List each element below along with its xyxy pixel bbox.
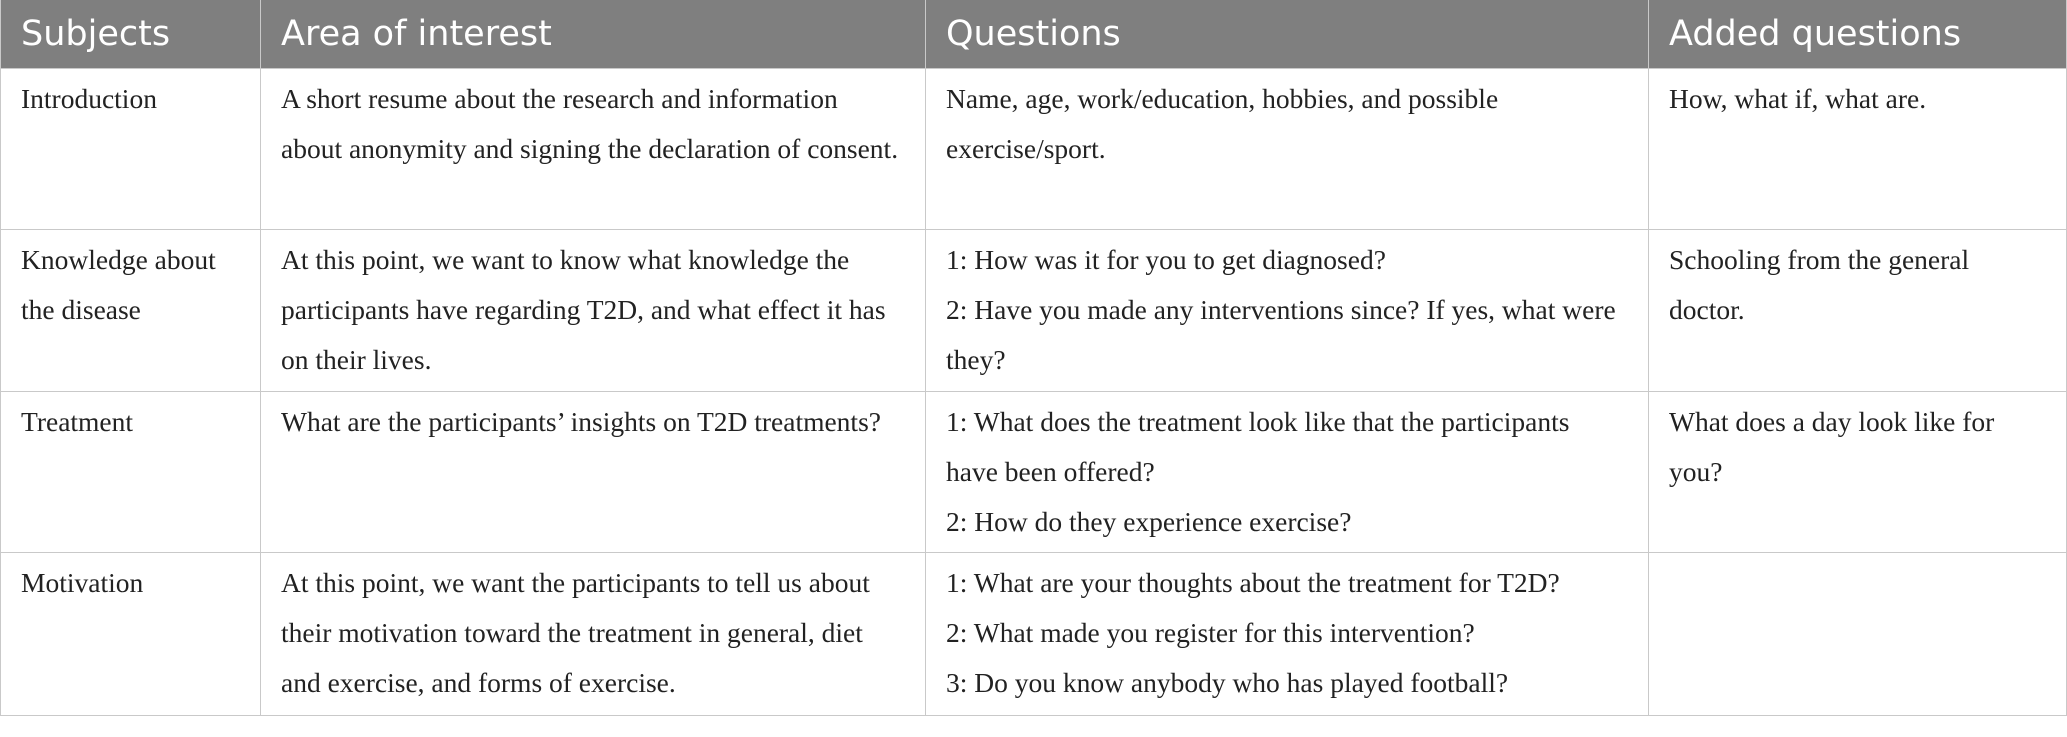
header-area-of-interest: Area of interest <box>261 0 926 68</box>
question-item: 1: What does the treatment look like that the participants have been offered? <box>946 405 1570 487</box>
cell-subject: Motivation <box>1 552 261 715</box>
cell-added-questions <box>1649 552 2067 715</box>
question-item: 2: Have you made any interventions since? If yes, what were they? <box>946 293 1616 375</box>
cell-subject: Treatment <box>1 391 261 552</box>
question-item: 3: Do you know anybody who has played football? <box>946 666 1509 698</box>
cell-questions <box>926 391 1649 552</box>
cell-area-of-interest: At this point, we want to know what knowledge the participants have regarding T2D, and what effect it has on their lives. <box>261 229 926 391</box>
cell-added-questions: What does a day look like for you? <box>1649 391 2067 552</box>
cell-added-questions: How, what if, what are. <box>1649 68 2067 229</box>
table-row <box>1 68 2067 229</box>
cell-added-questions: Schooling from the general doctor. <box>1649 229 2067 391</box>
cell-area-of-interest: At this point, we want the participants to tell us about their motivation toward the treatment in general, diet and exercise, and forms of exercise. <box>261 552 926 715</box>
question-item: 1: How was it for you to get diagnosed? <box>946 243 1386 275</box>
question-item: 2: How do they experience exercise? <box>946 505 1352 537</box>
table-row <box>1 552 2067 715</box>
header-questions: Questions <box>926 0 1649 68</box>
cell-area-of-interest: What are the participants’ insights on T2D treatments? <box>261 391 926 552</box>
header-added-questions: Added questions <box>1649 0 2067 68</box>
table-header-row <box>1 0 2067 68</box>
table-row <box>1 229 2067 391</box>
table-row <box>1 391 2067 552</box>
cell-questions <box>926 552 1649 715</box>
question-item: 2: What made you register for this intervention? <box>946 616 1475 648</box>
cell-questions <box>926 68 1649 229</box>
cell-questions <box>926 229 1649 391</box>
header-subjects: Subjects <box>1 0 261 68</box>
cell-subject: Knowledge about the disease <box>1 229 261 391</box>
cell-subject: Introduction <box>1 68 261 229</box>
cell-area-of-interest: A short resume about the research and information about anonymity and signing the declaration of consent. <box>261 68 926 229</box>
question-item: 1: What are your thoughts about the treatment for T2D? <box>946 566 1560 598</box>
question-item: Name, age, work/education, hobbies, and possible exercise/sport. <box>946 82 1499 164</box>
